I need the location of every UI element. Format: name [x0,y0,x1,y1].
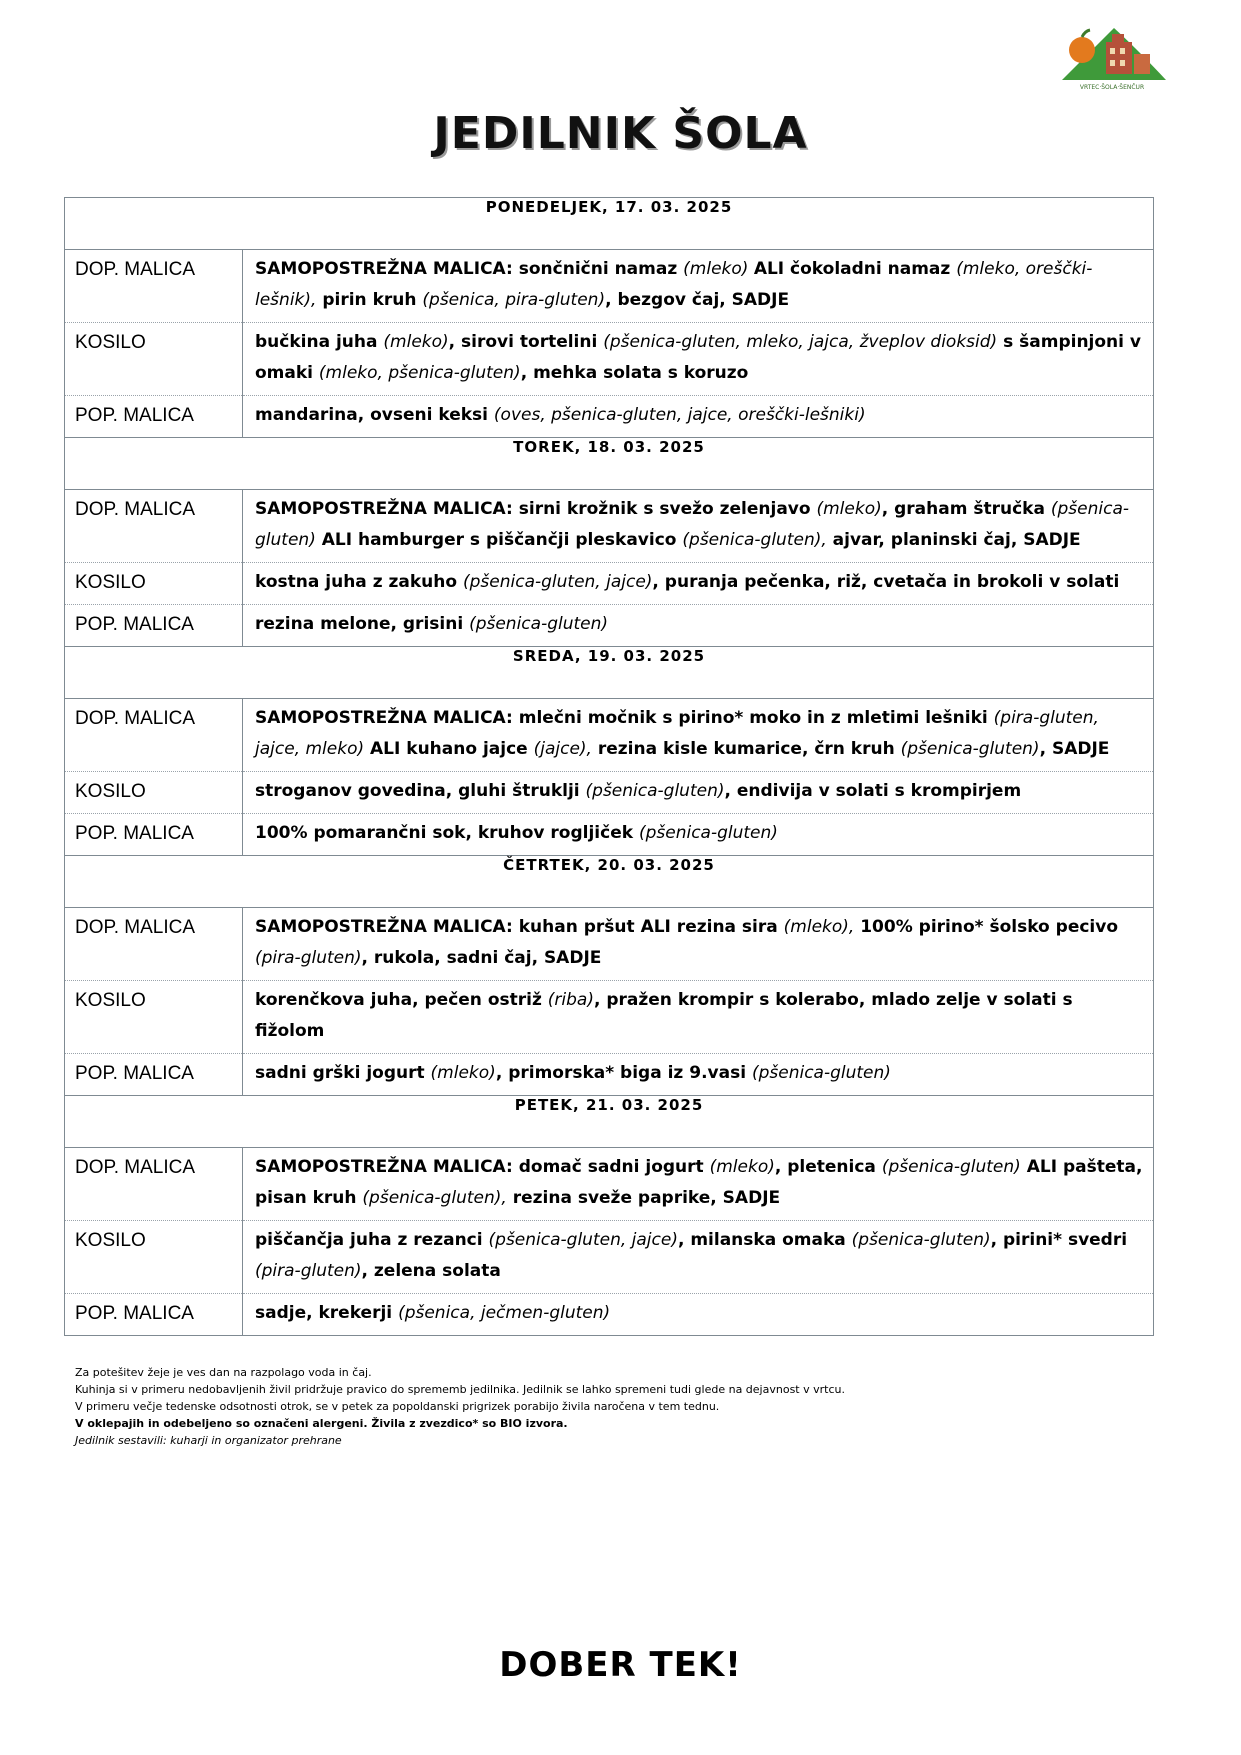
allergen-text: (pšenica, ječmen-gluten) [398,1303,611,1323]
allergen-text: (mleko) [816,499,882,519]
school-logo [1054,18,1172,94]
dish-text: SAMOPOSTREŽNA MALICA: kuhan pršut ALI rezina sira [255,917,784,937]
meal-row [65,908,1154,981]
allergen-text: (riba) [547,990,594,1010]
dish-text: , puranja pečenka, riž, cvetača in brokoli v solati [652,572,1120,592]
dish-text: ALI pašteta, pisan kruh [255,1157,1143,1208]
dish-text: rezina kisle kumarice, črn kruh [591,739,901,759]
day-header-row [65,198,1154,250]
dish-text: , mehka solata s koruzo [520,363,749,383]
meal-row [65,772,1154,814]
dish-text: , graham štručka [881,499,1051,519]
dish-text: , SADJE [1039,739,1110,759]
meal-description [243,908,1154,981]
menu-table-body [65,198,1154,1336]
meal-label: KOSILO [65,1221,243,1294]
allergen-text: (pšenica-gluten), [682,530,827,550]
dish-text: ALI kuhano jajce [364,739,534,759]
allergen-text: (pšenica, pira-gluten) [422,290,606,310]
day-date: PETEK, 21. 03. 2025 [65,1096,1154,1148]
dish-text: 100% pomarančni sok, kruhov rogljiček [255,823,639,843]
notes [75,1364,1175,1449]
dish-text: SAMOPOSTREŽNA MALICA: sirni krožnik s svežo zelenjavo [255,499,817,519]
footer-greeting: DOBER TEK! [499,1645,742,1685]
allergen-text: (pšenica-gluten, jajce) [462,572,653,592]
meal-row [65,1294,1154,1336]
dish-text: piščančja juha z rezanci [255,1230,489,1250]
meal-description [243,563,1154,605]
meal-description [243,490,1154,563]
allergen-text: (mleko) [430,1063,496,1083]
dish-text: , pletenica [774,1157,882,1177]
day-date: TOREK, 18. 03. 2025 [65,438,1154,490]
allergen-text: (pšenica-gluten) [851,1230,991,1250]
meal-description [243,981,1154,1054]
day-header-row [65,647,1154,699]
dish-text: , pirini* svedri [990,1230,1128,1250]
allergen-text: (mleko, pšenica-gluten) [318,363,521,383]
allergen-text: (pira-gluten, jajce, mleko) [255,708,1099,759]
meal-label: DOP. MALICA [65,250,243,323]
note-line: Kuhinja si v primeru nedobavljenih živil pridržuje pravico do sprememb jedilnika. Jedilnik se lahko spremeni tudi glede na dejavnost v vrtcu. [75,1383,845,1396]
meal-description [243,1294,1154,1336]
allergen-text: (pšenica-gluten, mleko, jajca, žveplov dioksid) [603,332,998,352]
allergen-text: (pšenica-gluten), [362,1188,507,1208]
allergen-text: (mleko) [383,332,449,352]
meal-row [65,699,1154,772]
dish-text: pirin kruh [316,290,423,310]
meal-row [65,323,1154,396]
meal-label: KOSILO [65,323,243,396]
dish-text: sadni grški jogurt [255,1063,431,1083]
meal-label: KOSILO [65,563,243,605]
logo-caption: VRTEC·ŠOLA·ŠENČUR [1079,84,1145,91]
allergen-text: (pšenica-gluten) [900,739,1040,759]
dish-text: mandarina, ovseni keksi [255,405,494,425]
meal-description [243,605,1154,647]
dish-text: kostna juha z zakuho [255,572,463,592]
dish-text: sadje, krekerji [255,1303,399,1323]
allergen-text: (mleko) [683,259,754,279]
allergen-text: (mleko), [783,917,855,937]
menu-table [64,197,1154,1336]
meal-label: KOSILO [65,772,243,814]
day-date: PONEDELJEK, 17. 03. 2025 [65,198,1154,250]
allergen-text: (pšenica-gluten) [255,499,1129,550]
note-line: V primeru večje tedenske odsotnosti otrok, se v petek za popoldanski prigrizek porabijo živila naročena v tem tednu. [75,1400,720,1413]
allergen-text: (oves, pšenica-gluten, jajce, oreščki-lešniki) [493,405,866,425]
meal-label: KOSILO [65,981,243,1054]
dish-text: bučkina juha [255,332,384,352]
dish-text: rezina melone, grisini [255,614,470,634]
note-line: V oklepajih in odebeljeno so označeni alergeni. Živila z zvezdico* so BIO izvora. [75,1417,568,1430]
dish-text: rezina sveže paprike, SADJE [506,1188,781,1208]
meal-description [243,250,1154,323]
dish-text: s šampinjoni v omaki [255,332,1141,383]
meal-description [243,699,1154,772]
meal-description [243,1054,1154,1096]
allergen-text: (pšenica-gluten) [469,614,609,634]
allergen-text: (pšenica-gluten, jajce) [488,1230,678,1250]
allergen-text: (pira-gluten) [255,1261,362,1281]
dish-text: , sirovi tortelini [448,332,604,352]
dish-text: , pražen krompir s kolerabo, mlado zelje v solati s fižolom [255,990,1073,1041]
dish-text: korenčkova juha, pečen ostriž [255,990,548,1010]
dish-text: SAMOPOSTREŽNA MALICA: mlečni močnik s pirino* moko in z mletimi lešniki [255,708,994,728]
day-header-row [65,1096,1154,1148]
meal-description [243,1148,1154,1221]
meal-row [65,396,1154,438]
day-header-row [65,856,1154,908]
allergen-text: (pšenica-gluten) [638,823,778,843]
dish-text: stroganov govedina, gluhi štruklji [255,781,586,801]
page-title: JEDILNIK ŠOLA [433,108,808,159]
meal-row [65,605,1154,647]
allergen-text: (jajce), [533,739,592,759]
dish-text: , milanska omaka [677,1230,852,1250]
meal-description [243,772,1154,814]
meal-description [243,396,1154,438]
dish-text: , zelena solata [361,1261,501,1281]
meal-description [243,814,1154,856]
meal-description [243,1221,1154,1294]
meal-row [65,814,1154,856]
allergen-text: (pšenica-gluten) [585,781,725,801]
dish-text: , bezgov čaj, SADJE [605,290,790,310]
meal-label: POP. MALICA [65,396,243,438]
meal-row [65,1148,1154,1221]
day-header-row [65,438,1154,490]
meal-row [65,250,1154,323]
meal-description [243,323,1154,396]
note-line: Jedilnik sestavili: kuharji in organizator prehrane [75,1434,342,1447]
allergen-text: (mleko, oreščki-lešnik), [255,259,1093,310]
meal-row [65,490,1154,563]
dish-text: , endivija v solati s krompirjem [724,781,1022,801]
allergen-text: (mleko) [709,1157,775,1177]
meal-label: DOP. MALICA [65,1148,243,1221]
dish-text: ALI čokoladni namaz [753,259,957,279]
allergen-text: (pšenica-gluten) [881,1157,1021,1177]
meal-row [65,563,1154,605]
meal-row [65,981,1154,1054]
day-date: SREDA, 19. 03. 2025 [65,647,1154,699]
allergen-text: (pira-gluten) [255,948,362,968]
day-date: ČETRTEK, 20. 03. 2025 [65,856,1154,908]
dish-text: , primorska* biga iz 9.vasi [495,1063,752,1083]
dish-text: SAMOPOSTREŽNA MALICA: sončnični namaz [255,259,684,279]
meal-label: POP. MALICA [65,814,243,856]
dish-text: SAMOPOSTREŽNA MALICA: domač sadni jogurt [255,1157,710,1177]
allergen-text: (pšenica-gluten) [751,1063,891,1083]
note-line: Za potešitev žeje je ves dan na razpolago voda in čaj. [75,1366,372,1379]
dish-text: ajvar, planinski čaj, SADJE [826,530,1081,550]
dish-text: 100% pirino* šolsko pecivo [854,917,1119,937]
meal-label: POP. MALICA [65,605,243,647]
meal-row [65,1221,1154,1294]
meal-label: POP. MALICA [65,1294,243,1336]
meal-row [65,1054,1154,1096]
meal-label: DOP. MALICA [65,699,243,772]
meal-label: DOP. MALICA [65,908,243,981]
meal-label: POP. MALICA [65,1054,243,1096]
meal-label: DOP. MALICA [65,490,243,563]
dish-text: ALI hamburger s piščančji pleskavico [315,530,683,550]
dish-text: , rukola, sadni čaj, SADJE [361,948,602,968]
